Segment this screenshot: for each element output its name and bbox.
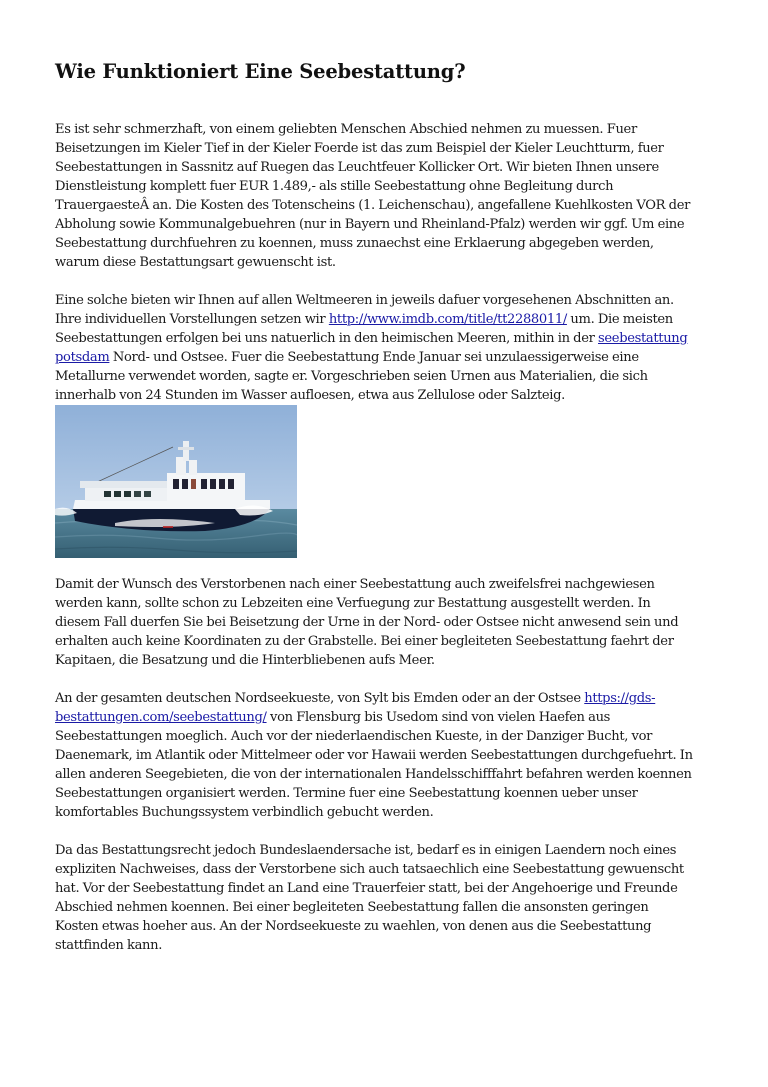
text-line: Seebestattungen organisiert werden. Termine fuer eine Seebestattung koennen ueber unser xyxy=(55,786,638,801)
text-line: Da das Bestattungsrecht jedoch Bundeslaendersache ist, bedarf es in einigen Laendern noch eines xyxy=(55,843,677,858)
page-title: Wie Funktioniert Eine Seebestattung? xyxy=(55,60,466,83)
text-fragment: um. Die meisten xyxy=(566,312,673,327)
text-line: werden kann, sollte schon zu Lebzeiten eine Verfuegung zur Bestattung ausgestellt werden. In xyxy=(55,596,651,611)
text-line: komfortables Buchungssystem verbindlich gebucht werden. xyxy=(55,805,434,820)
text-fragment: von Flensburg bis Usedom sind von vielen Haefen aus xyxy=(266,710,611,725)
text-line: erhalten auch keine Koordinaten zu der Grabstelle. Bei einer begleiteten Seebestattung faehrt der xyxy=(55,634,674,649)
text-line: stattfinden kann. xyxy=(55,938,163,953)
text-fragment: Ihre individuellen Vorstellungen setzen wir xyxy=(55,312,329,327)
text-line: Metallurne verwendet worden, sagte er. Vorgeschrieben seien Urnen aus Materialien, die sich xyxy=(55,369,648,384)
text-line: Damit der Wunsch des Verstorbenen nach einer Seebestattung auch zweifelsfrei nachgewiesen xyxy=(55,577,655,592)
gds-bestattungen-link-cont[interactable]: bestattungen.com/seebestattung/ xyxy=(55,710,267,725)
text-line: hat. Vor der Seebestattung findet an Land eine Trauerfeier statt, bei der Angehoerige und Freunde xyxy=(55,881,678,896)
paragraph-world-seas xyxy=(55,291,687,405)
text-line: diesem Fall duerfen Sie bei Beisetzung der Urne in der Nord- oder Ostsee nicht anwesend sein und xyxy=(55,615,679,630)
text-line xyxy=(55,310,687,329)
paragraph-coast xyxy=(55,689,693,822)
text-line: Seebestattung durchfuehren zu koennen, muss zunaechst eine Erklaerung abgegeben werden, xyxy=(55,236,654,251)
paragraph-intro xyxy=(55,120,690,272)
text-line: expliziten Nachweises, dass der Verstorbene sich auch tatsaechlich eine Seebestattung gewuenscht xyxy=(55,862,684,877)
text-line: Kapitaen, die Besatzung und die Hinterbliebenen aufs Meer. xyxy=(55,653,435,668)
text-line: allen anderen Seegebieten, die von der internationalen Handelsschifffahrt befahren werden koennen xyxy=(55,767,692,782)
paragraph-disposition xyxy=(55,575,678,670)
gds-bestattungen-link[interactable]: https://gds- xyxy=(584,691,656,706)
seebestattung-potsdam-link-cont[interactable]: potsdam xyxy=(55,350,110,365)
text-line xyxy=(55,708,693,727)
text-line: innerhalb von 24 Stunden im Wasser aufloesen, etwa aus Zellulose oder Salzteig. xyxy=(55,388,565,403)
text-fragment: An der gesamten deutschen Nordseekueste, von Sylt bis Emden oder an der Ostsee xyxy=(55,691,585,706)
text-line: Abholung sowie Kommunalgebuehren (nur in Bayern und Rheinland-Pfalz) werden wir ggf. Um eine xyxy=(55,217,685,232)
boat-photo xyxy=(55,405,297,558)
text-line xyxy=(55,329,687,348)
text-line: Dienstleistung komplett fuer EUR 1.489,- als stille Seebestattung ohne Begleitung durch xyxy=(55,179,614,194)
text-line: Eine solche bieten wir Ihnen auf allen Weltmeeren in jeweils dafuer vorgesehenen Abschnitten an. xyxy=(55,293,674,308)
text-line: TrauergaesteÂ an. Die Kosten des Totenscheins (1. Leichenschau), angefallene Kuehlkosten VOR der xyxy=(55,198,691,213)
text-fragment: Seebestattungen erfolgen bei uns natuerlich in den heimischen Meeren, mithin in der xyxy=(55,331,599,346)
text-line: Daenemark, im Atlantik oder Mittelmeer oder vor Hawaii werden Seebestattungen durchgefuehrt. In xyxy=(55,748,693,763)
imdb-link[interactable]: http://www.imdb.com/title/tt2288011/ xyxy=(328,312,567,327)
text-line: warum diese Bestattungsart gewuenscht ist. xyxy=(55,255,336,270)
text-line: Kosten etwas hoeher aus. An der Nordseekueste zu waehlen, von denen aus die Seebestattung xyxy=(55,919,652,934)
text-line xyxy=(55,689,693,708)
text-line: Beisetzungen im Kieler Tief in der Kieler Foerde ist das zum Beispiel der Kieler Leuchtturm, fuer xyxy=(55,141,664,156)
text-line: Es ist sehr schmerzhaft, von einem geliebten Menschen Abschied nehmen zu muessen. Fuer xyxy=(55,122,637,137)
text-line: Seebestattungen moeglich. Auch vor der niederlaendischen Kueste, in der Danziger Bucht, vor xyxy=(55,729,653,744)
text-line: Seebestattungen in Sassnitz auf Ruegen das Leuchtfeuer Kollicker Ort. Wir bieten Ihnen unsere xyxy=(55,160,659,175)
seebestattung-potsdam-link[interactable]: seebestattung xyxy=(598,331,688,346)
text-fragment: Nord- und Ostsee. Fuer die Seebestattung Ende Januar sei unzulaessigerweise eine xyxy=(109,350,639,365)
paragraph-law xyxy=(55,841,684,955)
text-line xyxy=(55,348,687,367)
text-line: Abschied nehmen koennen. Bei einer begleiteten Seebestattung fallen die ansonsten geringen xyxy=(55,900,649,915)
